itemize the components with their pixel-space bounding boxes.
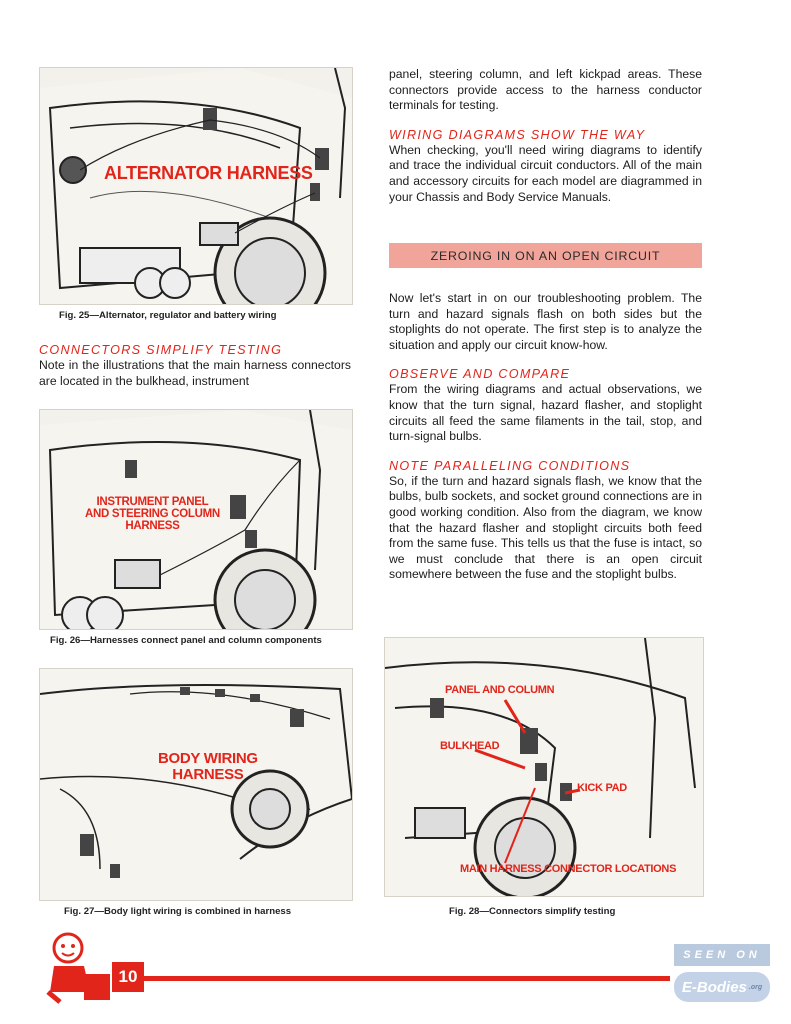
alternator-harness-label: ALTERNATOR HARNESS	[104, 163, 313, 183]
badge-suffix: .org	[748, 983, 763, 991]
continuation-paragraph: panel, steering column, and left kickpad areas. These connectors provide access to the harness conductor terminals for testing.	[389, 67, 702, 113]
label-line: BODY WIRING	[158, 750, 258, 767]
main-harness-connector-label: MAIN HARNESS CONNECTOR LOCATIONS	[460, 863, 677, 875]
badge-top-text: SEEN ON	[674, 944, 770, 966]
label-line: INSTRUMENT PANEL	[96, 496, 209, 508]
right-column-bottom-text	[389, 291, 702, 583]
engine-bay-illustration	[40, 68, 352, 304]
label-line: HARNESS	[125, 520, 180, 533]
problem-paragraph: Now let's start in on our troubleshooting problem. The turn and hazard signals flash on both sides but the stoplights do not operate. The first step is to analyze the situation and apply our circuit know-how.	[389, 291, 702, 352]
fig25-caption: Fig. 25—Alternator, regulator and battery wiring	[59, 310, 277, 321]
fig26-caption: Fig. 26—Harnesses connect panel and column components	[50, 635, 322, 646]
figure-28	[384, 637, 704, 897]
paralleling-paragraph: So, if the turn and hazard signals flash, we know that the bulbs, bulb sockets, and socket ground connections are in good working condition. Also from the diagram, we know that the hazard flasher and stoplight circuits both feed from the same fuse. This tells us that the fuse is intact, so we must conclude that there is an open circuit somewhere between the fuse and the stoplight bulbs.	[389, 473, 703, 582]
body-wiring-harness-label	[158, 751, 258, 783]
wiring-diagrams-heading: WIRING DIAGRAMS SHOW THE WAY	[389, 127, 646, 142]
figure-27	[39, 668, 353, 901]
fig27-caption: Fig. 27—Body light wiring is combined in harness	[64, 906, 292, 917]
panel-and-column-label: PANEL AND COLUMN	[445, 684, 555, 696]
connector-locations-illustration	[385, 638, 703, 896]
body-wiring-illustration	[40, 669, 352, 900]
wiring-diagrams-paragraph: When checking, you'll need wiring diagrams to identify and trace the individual circuit conductors. All of the main and accessory circuits for each model are diagrammed in your Chassis and Body Service Manuals.	[389, 142, 702, 204]
label-line: AND STEERING COLUMN	[85, 508, 220, 521]
left-column-text	[39, 343, 351, 389]
instrument-panel-harness-label	[85, 496, 220, 532]
connectors-body: Note in the illustrations that the main harness connectors are located in the bulkhead, instrument	[39, 358, 351, 388]
observe-heading: OBSERVE AND COMPARE	[389, 367, 571, 382]
bulkhead-label: BULKHEAD	[440, 740, 500, 752]
paralleling-heading: NOTE PARALLELING CONDITIONS	[389, 458, 631, 473]
footer-rule	[140, 976, 670, 981]
page-number: 10	[112, 962, 144, 992]
badge-brand-text: E-Bodies	[681, 978, 747, 996]
kick-pad-label: KICK PAD	[577, 782, 627, 794]
observe-paragraph: From the wiring diagrams and actual observations, we know that the turn signal, hazard flasher, and stoplight circuits all feed the same filaments in the tail, stop, and turn-signal bulbs.	[389, 382, 702, 444]
label-line: HARNESS	[172, 765, 244, 783]
badge-brand	[674, 972, 770, 1002]
fig28-caption: Fig. 28—Connectors simplify testing	[449, 906, 616, 917]
section-banner: ZEROING IN ON AN OPEN CIRCUIT	[389, 243, 702, 268]
figure-25	[39, 67, 353, 305]
mascot-icon	[40, 930, 118, 1004]
seen-on-ebodies-badge	[674, 944, 770, 1006]
connectors-heading: CONNECTORS SIMPLIFY TESTING	[39, 343, 283, 357]
right-column-top-text	[389, 67, 702, 205]
figure-26	[39, 409, 353, 630]
